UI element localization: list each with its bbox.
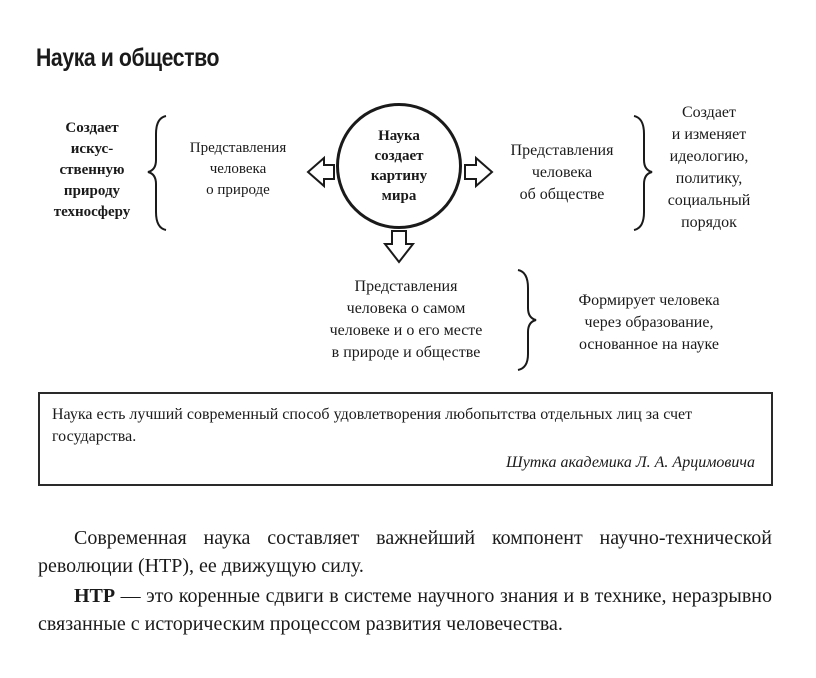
right-effect: Создает и изменяет идеологию, политику, социальный порядок — [667, 104, 751, 231]
bottom-brace — [518, 270, 536, 370]
down-arrow — [385, 231, 413, 262]
quote-text: Наука есть лучший современный способ удовлетворения любопытства отдельных лиц за счет государства. — [52, 406, 693, 445]
paragraph-2 — [38, 582, 772, 638]
right-node: Представления человека об обществе — [510, 142, 614, 203]
paragraph-2-text: — это коренные сдвиги в системе научного знания и в технике, неразрывно связанные с историческим процессом развития человечества. — [38, 585, 772, 635]
page-title: Наука и общество — [36, 44, 220, 72]
bottom-effect: Формирует человека через образование, основанное на науке — [578, 292, 720, 353]
bottom-node: Представления человека о самом человеке и о его месте в природе и обществе — [329, 278, 483, 361]
center-label: Наука создает картину мира — [370, 128, 428, 204]
right-arrow — [465, 158, 492, 186]
left-brace — [148, 116, 166, 230]
left-effect: Создает искус- ственную природу техносферу — [53, 120, 131, 220]
paragraph-1: Современная наука составляет важнейший компонент научно-технической революции (НТР), ее движущую силу. — [38, 527, 772, 577]
quote-author: Шутка академика Л. А. Арцимовича — [506, 454, 755, 471]
term-ntr: НТР — [74, 585, 116, 607]
left-node: Представления человека о природе — [189, 140, 287, 198]
right-brace — [634, 116, 652, 230]
left-arrow — [308, 158, 334, 186]
quote-box — [38, 392, 773, 486]
